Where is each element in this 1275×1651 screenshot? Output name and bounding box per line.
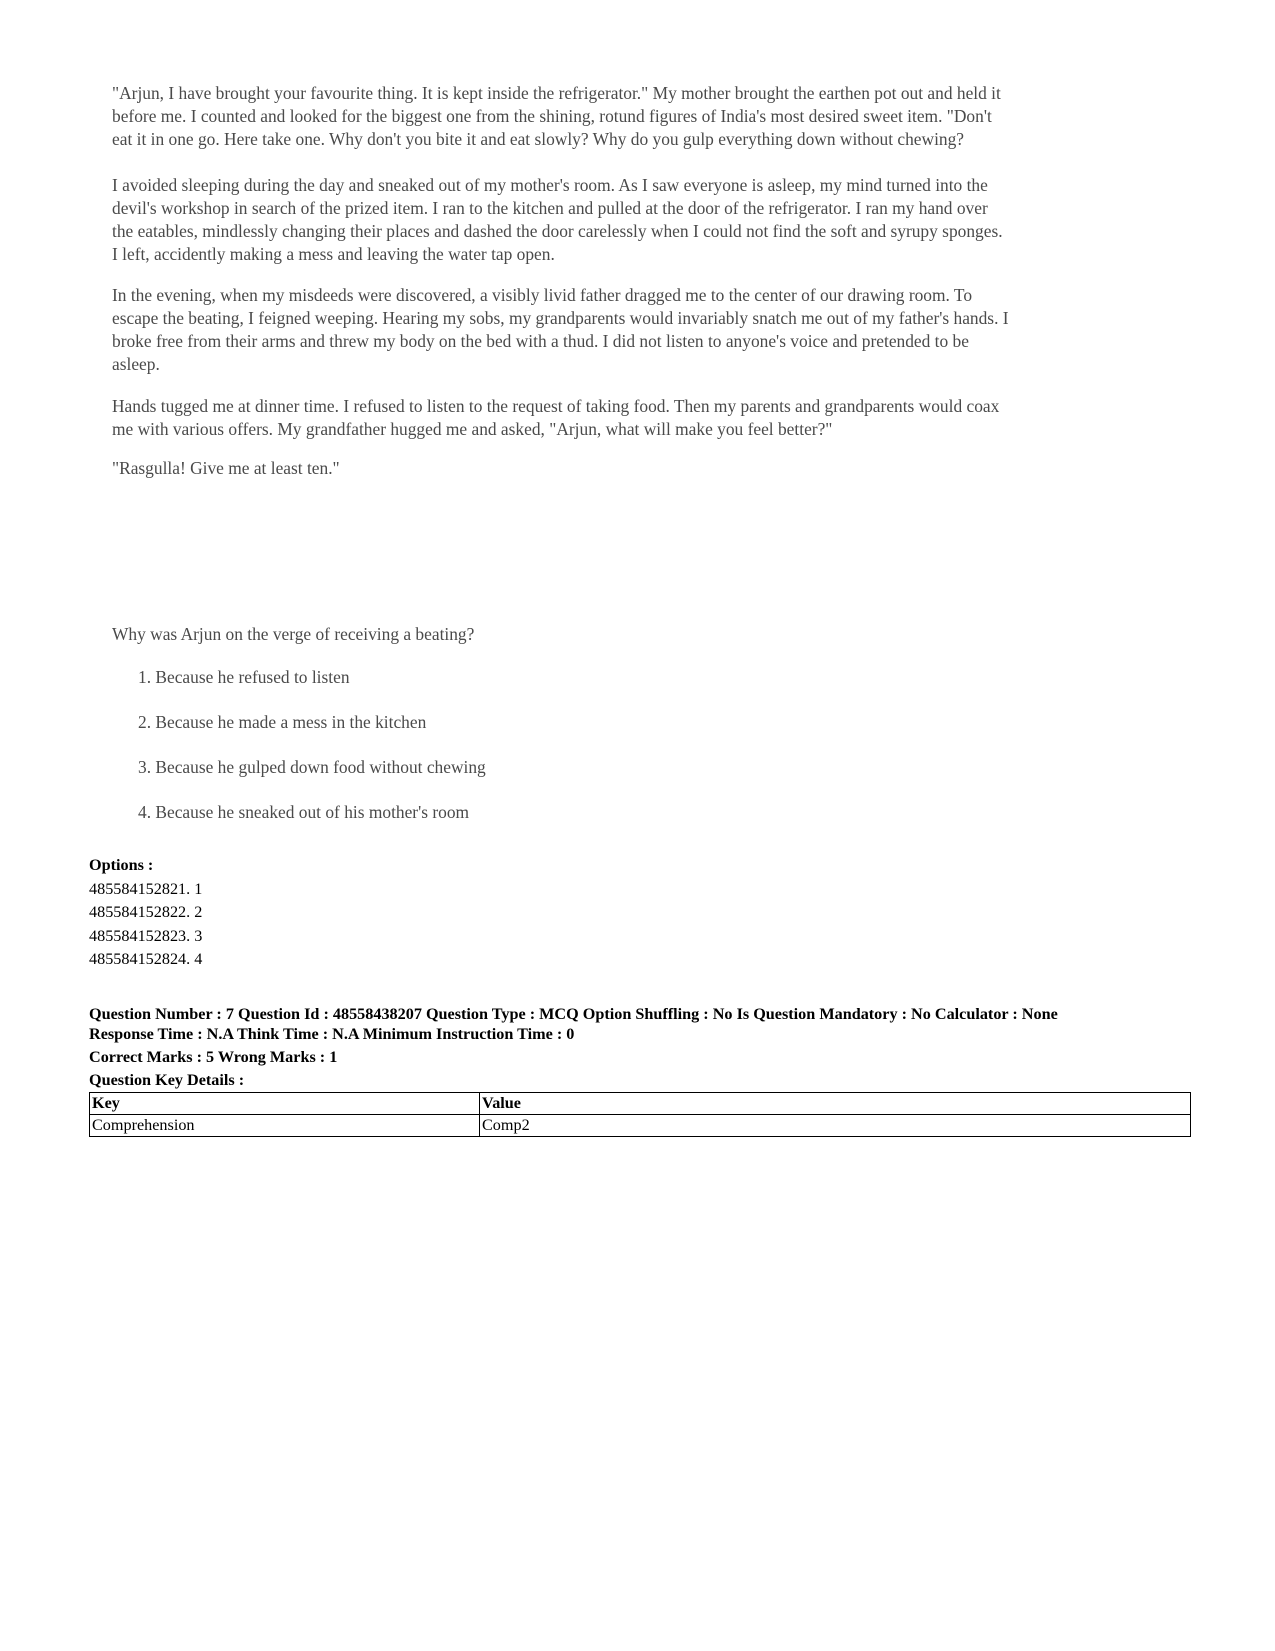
question-meta-line1: Question Number : 7 Question Id : 48558438207 Question Type : MCQ Option Shuffling : No Is Question Mandatory : No Calculator : None [89,1005,1058,1023]
table-cell: Comprehension [90,1115,480,1137]
question-choice: 2. Because he made a mess in the kitchen [138,712,427,732]
options-block [89,854,202,972]
question-meta [89,1004,1199,1090]
passage-paragraph: "Rasgulla! Give me at least ten." [112,458,340,478]
key-details-table [89,1092,1191,1137]
question-choices [138,666,486,846]
option-item: 485584152824. 4 [89,950,203,968]
option-item: 485584152822. 2 [89,903,203,921]
option-item: 485584152823. 3 [89,926,203,945]
passage-paragraph: "Arjun, I have brought your favourite thing. It is kept inside the refrigerator." My mother brought the earthen pot out and held it before me. I counted and looked for the biggest one from the shining, rotund figures of India's most desired sweet item. "Don't eat it in one go. Here take one. Why don't you bite it and eat slowly? Why do you gulp everything down without chewing? [112,83,1001,149]
table-header-row [90,1093,1191,1115]
question-choice: 3. Because he gulped down food without chewing [138,757,486,777]
key-details-title: Question Key Details : [89,1071,245,1089]
question-text: Why was Arjun on the verge of receiving a beating? [112,624,475,644]
options-title: Options : [89,856,154,874]
passage-paragraph: I avoided sleeping during the day and sneaked out of my mother's room. As I saw everyone is asleep, my mind turned into the devil's workshop in search of the prized item. I ran to the kitchen and pulled at the door of the refrigerator. I ran my hand over the eatables, mindlessly changing their places and dashed the door carelessly when I could not find the soft and syrupy sponges. I left, accidently making a mess and leaving the water tap open. [112,175,1003,264]
question-choice: 1. Because he refused to listen [138,667,350,687]
passage-image [112,82,1012,480]
question-choice: 4. Because he sneaked out of his mother's room [138,802,470,822]
table-header-cell: Key [90,1093,480,1115]
table-row [90,1115,1191,1137]
option-item: 485584152821. 1 [89,879,203,898]
passage-paragraph: In the evening, when my misdeeds were discovered, a visibly livid father dragged me to the center of our drawing room. To escape the beating, I feigned weeping. Hearing my sobs, my grandparents would invariably snatch me out of my father's hands. I broke free from their arms and threw my body on the bed with a thud. I did not listen to anyone's voice and pretended to be asleep. [112,285,1009,374]
question-meta-line2: Response Time : N.A Think Time : N.A Minimum Instruction Time : 0 [89,1025,575,1043]
table-header-cell: Value [480,1093,1191,1115]
passage-paragraph: Hands tugged me at dinner time. I refused to listen to the request of taking food. Then my parents and grandparents would coax me with various offers. My grandfather hugged me and asked, "Arjun, what will make you feel better?" [112,396,1000,439]
marks-line: Correct Marks : 5 Wrong Marks : 1 [89,1048,338,1066]
table-cell: Comp2 [480,1115,1191,1137]
